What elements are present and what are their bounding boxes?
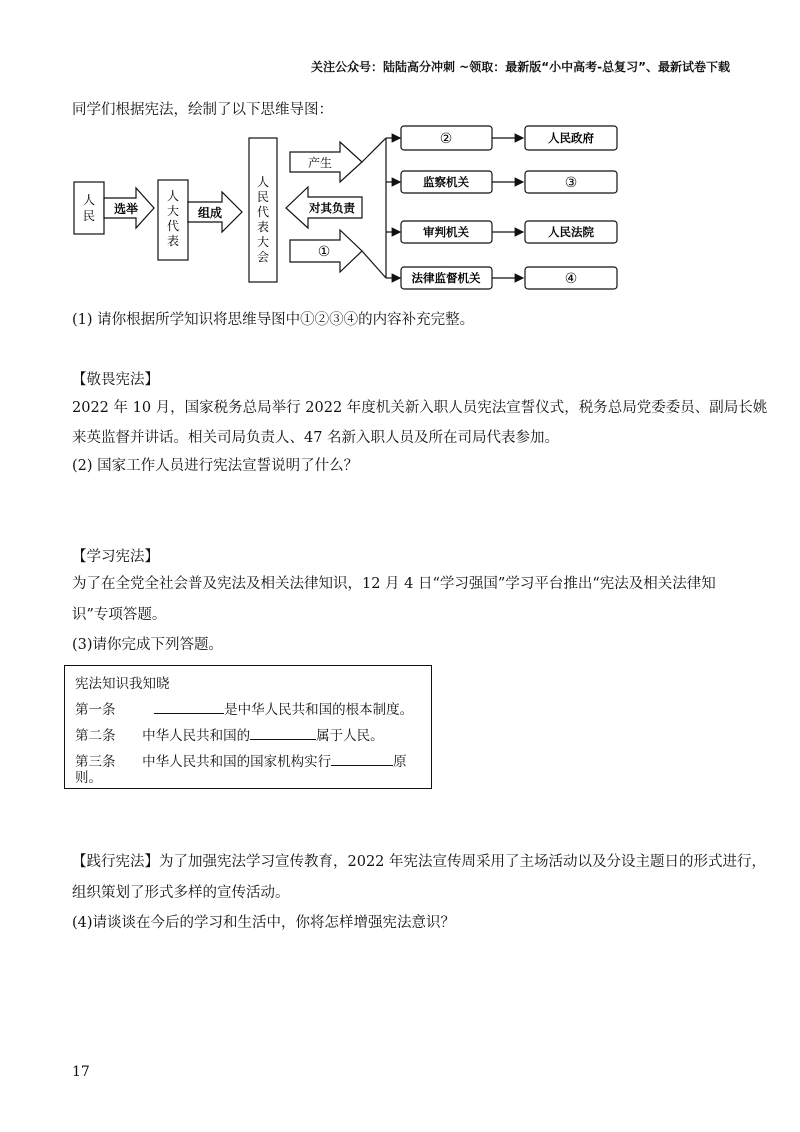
elect-label: 选举 — [113, 202, 139, 216]
circle1-label: ① — [317, 244, 331, 260]
result-label-4: ④ — [564, 271, 578, 287]
g-npc-char: 代 — [256, 205, 270, 219]
article-2-post: 属于人民。 — [316, 728, 384, 744]
g-npc-char: 表 — [256, 220, 270, 234]
article-2-label: 第二条 — [75, 728, 116, 744]
section-study-title: 【学习宪法】 — [72, 549, 159, 565]
article-1-text: 是中华人民共和国的根本制度。 — [224, 702, 414, 718]
g-deputies-char: 代 — [166, 219, 180, 233]
section-study-para-2: 识”专项答题。 — [72, 607, 167, 623]
article-3-wrap: 则。 — [75, 770, 102, 786]
article-3-blank[interactable] — [331, 751, 393, 766]
section-revere-para-1: 2022 年 10 月，国家税务总局举行 2022 年度机关新入职人员宪法宣誓仪式，税务总局党委委员、副局长姚 — [72, 400, 768, 416]
g-deputies-char: 表 — [166, 234, 180, 248]
quiz-article-1 — [75, 698, 413, 718]
mind-map-diagram — [70, 120, 630, 298]
result-label-1: 人民政府 — [548, 131, 594, 145]
article-2-pre: 中华人民共和国的 — [142, 728, 251, 744]
article-1-blank[interactable] — [154, 699, 224, 714]
result-label-2: ③ — [564, 175, 578, 191]
npc-label — [257, 175, 269, 264]
article-2-blank[interactable] — [250, 725, 316, 740]
constitution-quiz-box — [64, 665, 432, 789]
article-3-label: 第三条 — [75, 754, 116, 770]
result-label-3: 人民法院 — [548, 225, 594, 239]
g-npc-char: 大 — [256, 235, 270, 249]
produce-label: 产生 — [307, 156, 333, 170]
organ-label-3: 审判机关 — [423, 225, 469, 239]
g-deputies-char: 人 — [166, 189, 180, 203]
organ-label-2: 监察机关 — [423, 175, 469, 189]
g-npc-char: 人 — [256, 175, 270, 189]
section-practice-para-1: 【践行宪法】为了加强宪法学习宣传教育，2022 年宪法宣传周采用了主场活动以及分设主题日的形式进行， — [72, 854, 767, 870]
section-revere-title: 【敬畏宪法】 — [72, 372, 159, 388]
question-2: (2) 国家工作人员进行宪法宣誓说明了什么？ — [72, 458, 359, 474]
section-study-para-1: 为了在全党全社会普及宪法及相关法律知识，12 月 4 日“学习强国”学习平台推出“宪法及相关法律知 — [72, 576, 716, 592]
quiz-article-3 — [75, 750, 407, 770]
people-box — [74, 182, 104, 234]
question-4: (4)请谈谈在今后的学习和生活中，你将怎样增强宪法意识？ — [72, 915, 456, 931]
question-3: (3)请你完成下列答题。 — [72, 637, 224, 653]
question-1: (1) 请你根据所学知识将思维导图中①②③④的内容补充完整。 — [72, 312, 475, 328]
g-deputies-char: 大 — [166, 204, 180, 218]
article-3-post: 原 — [393, 754, 407, 770]
organ-label-4: 法律监督机关 — [411, 271, 481, 285]
page-header: 关注公众号：陆陆高分冲刺 ~领取：最新版“小中高考-总复习”、最新试卷下载 — [311, 60, 730, 74]
article-1-label: 第一条 — [75, 702, 116, 718]
section-practice-para-2: 组织策划了形式多样的宣传活动。 — [72, 885, 290, 901]
compose-label: 组成 — [197, 206, 223, 220]
quiz-title: 宪法知识我知晓 — [75, 676, 170, 692]
responsible-label: 对其负责 — [309, 201, 355, 215]
people-label: 人民 — [82, 193, 96, 223]
section-revere-para-2: 来英监督并讲话。相关司局负责人、47 名新入职人员及所在司局代表参加。 — [72, 430, 560, 446]
page-number: 17 — [72, 1064, 90, 1080]
g-npc-char: 民 — [256, 190, 270, 204]
g-npc-char: 会 — [256, 250, 270, 264]
npc-deputies-label — [167, 189, 179, 248]
organ-label-1: ② — [439, 131, 453, 147]
article-3-pre: 中华人民共和国的国家机构实行 — [142, 754, 332, 770]
intro-text: 同学们根据宪法，绘制了以下思维导图： — [72, 102, 333, 118]
quiz-article-2 — [75, 724, 384, 744]
